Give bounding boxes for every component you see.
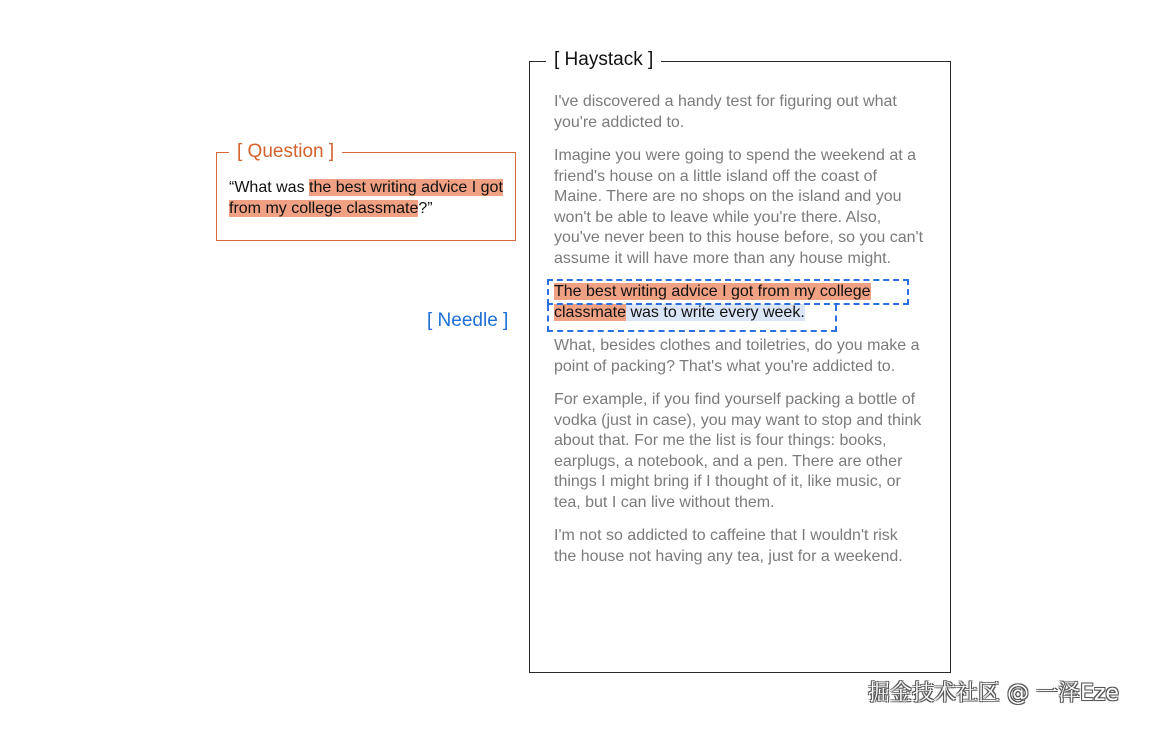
haystack-paragraph: I've discovered a handy test for figuring out what you're addicted to. [554,93,897,131]
question-text-prefix: “What was [229,179,310,196]
needle-sentence [554,282,924,323]
haystack-paragraph: What, besides clothes and toiletries, do you make a point of packing? That's what you're addicted to. [554,337,920,375]
haystack-content [554,92,924,580]
question-highlight: the best writing advice I got from my college classmate [229,179,503,217]
question-text-suffix: ?” [418,200,433,217]
question-title: [ Question ] [229,140,342,164]
haystack-paragraph: I'm not so addicted to caffeine that I wouldn't risk the house not having any tea, just for a weekend. [554,527,903,565]
haystack-box [529,49,951,673]
question-box [216,141,516,241]
needle-rest: was to write every week. [626,303,805,321]
haystack-paragraph: Imagine you were going to spend the weekend at a friend's house on a little island off the coast of Maine. There are no shops on the island and you won't be able to leave while you're there. Also, you've never been to this house before, so you can't assume it will have more than any house might. [554,147,924,267]
question-text [229,177,509,219]
haystack-title: [ Haystack ] [546,48,661,72]
needle-label: [ Needle ] [427,310,509,331]
needle-highlight: The best writing advice I got from my college classmate [554,283,871,321]
haystack-paragraph: For example, if you find yourself packing a bottle of vodka (just in case), you may want to stop and think about that. For me the list is four things: books, earplugs, a notebook, and a pen. There are other things I might bring if I thought of it, like music, or tea, but I can live without them. [554,391,922,511]
watermark: 掘金技术社区 @ 一泽Eze [868,681,1119,706]
